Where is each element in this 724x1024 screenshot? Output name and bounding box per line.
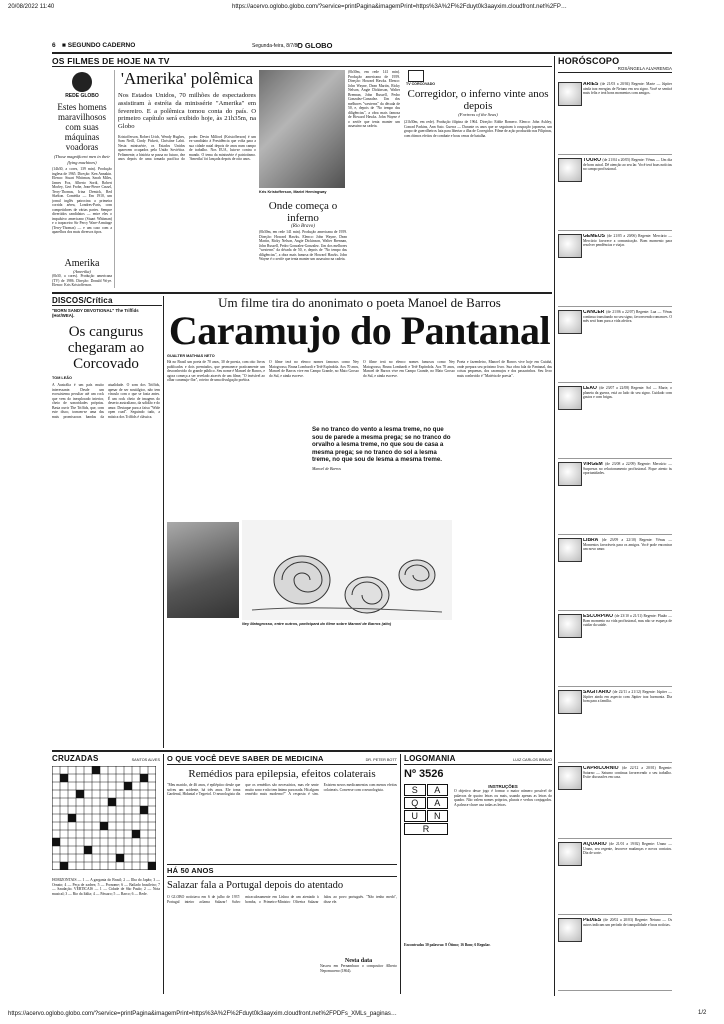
discos-headline: Os cangurus chegaram ao Corcovado: [67, 324, 145, 372]
manoel-body-2: O filme terá no elenco nomes famosos como Ney Matogrosso, Bruna Lombardi e Tetê Espíndola. Aos 70 anos, Manoel de Barros vive em Campo Grande, no Mato Grosso do Sul, e ainda escreve.: [269, 360, 359, 378]
horoscope-section: [558, 56, 672, 73]
corregidor-article: [404, 70, 552, 260]
medicina-body: "Meu marido, de 46 anos, é epiléptico desde que sofreu um acidente, há três anos. Ele toma Gardenal, Hidantal e Tegretol. O neurologista diz que os remédios são necessários, mas ele sente muito sono e não tem ânimo para nada. Há algum remédio mais moderno?" A resposta é sim. Existem novos medicamentos com menos efeitos colaterais. Converse com o neurologista.: [167, 783, 397, 796]
medicina-header: O QUE VOCÊ DEVE SABER DE MEDICINA: [167, 754, 324, 763]
poem-box: [312, 426, 452, 471]
horoscope-header: HORÓSCOPO: [558, 56, 620, 66]
zodiac-sign-icon: [558, 614, 582, 638]
discos-header: DISCOS/Crítica: [52, 296, 113, 305]
horoscope-sign-text: Regente: Saturno — Saturno continua favorecendo o seu trabalho. Evite discussões em casa.: [583, 766, 672, 779]
manoel-photo: [167, 522, 239, 618]
logomania-answer: Encontradas 30 palavras: 8 Ótimo; 16 Bom; 6 Regular.: [404, 943, 491, 947]
album-title: "BORN SANDY DEVOTIONAL" The Triffids (Hot/WEA).: [52, 308, 139, 318]
horoscope-sign-dates: (de 21/04 a 20/05): [602, 158, 632, 162]
horoscope-divider: [558, 154, 672, 155]
medicina-author: DR. PETER BOTT: [365, 758, 397, 762]
zodiac-sign-icon: [558, 82, 582, 106]
zodiac-sign-icon: [558, 234, 582, 258]
zodiac-sign-icon: [558, 310, 582, 334]
horoscope-divider: [558, 686, 672, 687]
horoscope-sign-text: Regente: Urano — Urano, seu regente, favorece mudanças e novos contatos. Dia de sorte.: [583, 842, 672, 855]
logomania-letter: A: [427, 784, 449, 796]
horoscope-sign-text: Regente: Marte — Júpiter ainda traz energias de Netuno em seu signo. Você se sentirá mais feliz e terá bons momentos com amigos.: [583, 82, 672, 95]
logomania-section: [404, 754, 552, 948]
horoscope-sign-name: GÊMEOS: [583, 234, 608, 239]
horoscope-sign: [558, 158, 672, 231]
horoscope-sign-name: LIBRA: [583, 538, 602, 543]
logomania-instructions: O objetivo desse jogo é formar o maior número possível de palavras de quatro letras ou mais, usando apenas as letras do quadro. Não valem nomes próprios, plurais e verbos conjugados. A palavra-chave usa todas as letras.: [454, 789, 552, 807]
horoscope-sign: [558, 690, 672, 763]
filmes-header: OS FILMES DE HOJE NA TV: [52, 56, 170, 66]
tv-corcovado-logo-icon: [408, 70, 424, 82]
crossword-section: [52, 754, 160, 998]
inferno-headline: Onde começa o inferno: [268, 200, 338, 224]
horoscope-sign: [558, 462, 672, 535]
hafifty-headline: Salazar fala a Portugal depois do atentado: [167, 880, 344, 891]
manoel-kicker: Um filme tira do anonimato o poeta Manoel de Barros: [218, 295, 501, 310]
poem-credit: Manoel de Barros: [312, 465, 341, 471]
inferno-subtitle: (Rio Bravo): [291, 224, 315, 229]
manoel-headline: Caramujo do Pantanal: [168, 308, 551, 353]
horoscope-sign-text: Regente: Netuno — Os astros indicam um período de tranquilidade e boas notícias.: [583, 918, 672, 927]
amerika-article: [118, 70, 256, 205]
horoscope-sign: [558, 842, 672, 915]
corregidor-headline: Corregidor, o inferno vinte anos depois: [407, 88, 549, 112]
inferno-article: [259, 200, 347, 229]
amerika-lead: Nos Estados Unidos, 70 milhões de espectadores assistiram à estréia da minissérie "Amerika" em fevereiro. E a polêmica tomou conta do país. O primeiro capítulo será exibido hoje, às 21h35m, na Globo: [118, 92, 256, 131]
zodiac-sign-icon: [558, 158, 582, 182]
horoscope-divider: [558, 914, 672, 915]
issue-date: Segunda-feira, 8/7/87: [252, 43, 301, 49]
nesta-data-box: [320, 958, 397, 973]
horoscope-sign-name: AQUÁRIO: [583, 842, 610, 847]
hafifty-header: HÁ 50 ANOS: [167, 866, 214, 875]
horoscope-divider: [558, 230, 672, 231]
horoscope-sign-dates: (de 21/05 a 20/06): [607, 234, 639, 238]
horoscope-sign-dates: (de 23/07 a 22/08): [599, 386, 632, 390]
zodiac-sign-icon: [558, 386, 582, 410]
horoscope-sign: [558, 538, 672, 611]
horoscope-sign-name: SAGITÁRIO: [583, 690, 613, 695]
film-original-title-1: (Those magnificent men in their flying machines): [53, 154, 111, 165]
horoscope-sign-dates: (de 23/08 a 22/09): [605, 462, 638, 466]
horoscope-divider: [558, 610, 672, 611]
amerika-photo-caption: Kris Kristofferson, Mariel Hemingway: [259, 190, 327, 194]
horoscope-sign: [558, 918, 672, 991]
horoscope-sign-text: Regente: Mercúrio — Mercúrio favorece a comunicação. Bom momento para resolver pendências e viajar.: [583, 234, 672, 247]
nesta-data-title: Nesta data: [344, 958, 373, 964]
medicina-headline: Remédios para epilepsia, efeitos colaterais: [188, 768, 376, 780]
horoscope-sign: [558, 234, 672, 307]
crossword-header: CRUZADAS: [52, 754, 99, 763]
horoscope-divider: [558, 458, 672, 459]
newspaper-page: [52, 40, 672, 995]
horoscope-sign-text: Regente: Vênus — Momentos favoráveis para os amigos. Você pode encontrar um novo amor.: [583, 538, 672, 551]
logomania-author: LUIZ CARLOS BRAVO: [513, 758, 552, 762]
horoscope-sign-dates: (de 21/03 a 20/04): [600, 82, 632, 86]
logomania-letter: N: [427, 810, 449, 822]
print-page-count: 1/2: [698, 1010, 707, 1016]
discos-body: A Austrália é um país muito interessante. Desde um ecossistema peculiar até um rock que vem do inexplorado interior, cheio de sonoridades próprias. Basta ouvir The Triffids, que, com este disco, tornam-se uma das mais promissoras bandas da atualidade. O som dos Triffids, apesar de ser nostálgico, não tem vínculo com o que se fazia antes. É um rock cheio de imagens do deserto australiano, da solidão e do amor. Destaque para a faixa "Wide open road". Seguindo tudo, a música dos Triffids é clássica.: [52, 383, 160, 419]
amerika-body: Kristofferson, Robert Urich, Wendy Hughes, Sam Neill, Cindy Pickett, Christine Lahti. Nesta minissérie, os Estados Unidos aparecem ocupados pela União Soviética. Felizmente, a história se passa no futuro, dez anos depois de uma tomada pacífica do poder. Devin Milford (Kristofferson) é um ex-candidato à Presidência que volta para a sua cidade natal depois de anos num campo de trabalho. Nos EUA, luta-se contra o mundo. O tema da minissérie é patriotismo. 'Amerika' foi lançada depois de oito anos.: [118, 134, 256, 162]
logomania-letter: Q: [404, 797, 426, 809]
crossword-author: SANTOS ALVES: [131, 758, 160, 762]
logomania-letter: R: [404, 823, 448, 835]
horoscope-sign-name: VIRGEM: [583, 462, 606, 467]
horoscope-sign: [558, 386, 672, 459]
discos-author: TOM LEÃO: [52, 376, 72, 380]
logomania-letter: A: [427, 797, 449, 809]
horoscope-sign-text: Regente: Plutão — Bom momento na vida profissional, mas não se esqueça de cuidar da saúde.: [583, 614, 672, 627]
film-body-1: (14h30, a cores, 139 min). Produção inglesa de 1965. Direção: Ken Annakin. Elenco: Stuart Whitman, Sarah Miles, James Fox, Alberto Sordi, Robert Morley, Gert Frobe, Jean-Pierre Cassel, Terry-Thomas, Irina Demick, Red Skelton. Comédia — Em 1910, um jornal inglês patrocina a primeira corrida aérea, Londres-Paris, com competidores de várias partes. Sempre divertidos candidatos — entre eles o impulsivo americano (Stuart Whitman) e o trapaceiro Sir Percy Ware-Armitage (Terry-Thomas) — e um caso com a aparelhos dos mais diversos tipos.: [52, 167, 112, 234]
horoscope-sign-name: TOURO: [583, 158, 603, 163]
horoscope-author: ROSÂNGELA ALVARENGA: [617, 66, 672, 71]
horoscope-sign-name: PEIXES: [583, 918, 604, 923]
horoscope-sign-text: Regente: Lua — Vênus continua transitando no seu signo, favorecendo romances. O mês será bom para a vida afetiva.: [583, 310, 672, 323]
horoscope-sign-name: CAPRICÓRNIO: [583, 766, 623, 771]
globo-logo-icon: [72, 72, 92, 92]
filmes-amerika-listing: [52, 258, 112, 286]
horoscope-sign: [558, 614, 672, 687]
corregidor-subtitle: (Fortress of the Seas): [458, 112, 498, 117]
horoscope-sign-text: Regente: Júpiter — Júpiter ainda em aspecto com Júpiter traz harmonia. Dia bom para a família.: [583, 690, 672, 703]
logomania-header: LOGOMANIA: [404, 754, 456, 763]
film-title-2: Amerika: [64, 258, 100, 269]
poem-text: Se no tranco do vento a lesma treme, no que sou de parede a mesma prega; se no tranco do orvalho a lesma treme, no que sou de casa a mesma prega; se no tranco do sol a lesma treme, no que sou de lesma a mesma treme.: [312, 426, 451, 464]
horoscope-sign-text: Regente: Vênus — Um dia de bom astral. Dê atenção ao seu lar. Você terá boas notícias no campo profissional.: [583, 158, 672, 171]
amerika-photo: [259, 70, 345, 188]
logomania-number: Nº 3526: [404, 768, 444, 780]
snail-illustration: [242, 520, 452, 620]
print-url-bottom[interactable]: https://acervo.oglobo.globo.com/?service=printPagina&imagemPrint=https%3A%2F%2Fduyt0k3aayxim.cloudfront.net%2FPDFs_XMLs_paginas…: [8, 1011, 397, 1017]
horoscope-divider: [558, 306, 672, 307]
horoscope-divider: [558, 762, 672, 763]
zodiac-sign-icon: [558, 766, 582, 790]
corregidor-body: (21h30m, em rede). Produção filipina de 1964. Direção: Eddie Romero. Elenco: John Ashley, Conrad Parkins, Ann Sato. Guerra — Durante os anos que se seguiram à ocupação japonesa, um grupo de guerrilheiros luta para libertar a ilha de Corregidor. Filme de ação produzido nas Filipinas, com ótimos efeitos de combate e boas cenas de batalha.: [404, 120, 552, 138]
horoscope-sign-text: Regente: Sol — Marte, o planeta da guerra, está ao lado do seu signo. Cuidado com gastos e com brigas.: [583, 386, 672, 399]
snail-icon: [242, 520, 452, 620]
zodiac-sign-icon: [558, 462, 582, 486]
horoscope-divider: [558, 534, 672, 535]
horoscope-sign: [558, 82, 672, 155]
horoscope-divider: [558, 990, 672, 991]
zodiac-sign-icon: [558, 538, 582, 562]
amerika-headline: 'Amerika' polêmica: [120, 69, 254, 88]
manoel-body-3: Poeta e fazendeiro, Manoel de Barros vive hoje em Cuiabá, onde prepara seu próximo livro. Sua obra fala do Pantanal, das coisas pequenas, dos caramujos e dos passarinhos. Seu livro mais conhecido é "Matéria de poesia".: [457, 360, 552, 378]
logomania-instructions-title: INSTRUÇÕES: [488, 784, 518, 789]
horoscope-sign-name: CÂNCER: [583, 310, 607, 315]
zodiac-sign-icon: [558, 842, 582, 866]
logomania-letter: U: [404, 810, 426, 822]
horoscope-sign-name: ÁRIES: [583, 82, 601, 87]
paper-name: O GLOBO: [297, 41, 333, 50]
hafifty-body: O GLOBO noticiava em 6 de julho de 1937: Portugal inteiro aclama Salazar! Salvo miraculosamente em Lisboa de um atentado à bomba, o Primeiro-Ministro Oliveira Salazar falou ao povo português. "Não tenho medo", disse ele.: [167, 895, 397, 904]
horoscope-sign-dates: (de 23/10 a 21/11): [614, 614, 644, 618]
horoscope-sign: [558, 310, 672, 383]
horoscope-sign-dates: (de 23/09 a 22/10): [601, 538, 640, 542]
horoscope-divider: [558, 382, 672, 383]
masthead: [52, 40, 672, 52]
zodiac-sign-icon: [558, 918, 582, 942]
inferno-column-top: (0h30m, em rede 141 min). Produção americana de 1959. Direção: Howard Hawks. Elenco: John Wayne, Dean Martin, Ricky Nelson, Angie Dickinson, Walter Brennan, John Russell, Pedro Gonzalez-Gonzalez. Um dos melhores "westerns" da década de 50, e, depois de "No tempo das diligências", a obra mais famosa de Howard Hawks. John Wayne é o xerife que tenta manter um assassino na cadeia.: [348, 70, 400, 128]
zodiac-sign-icon: [558, 690, 582, 714]
manoel-article: [167, 296, 552, 358]
horoscope-sign-dates: (de 21/06 a 22/07): [606, 310, 637, 314]
horoscope-sign-name: LEÃO: [583, 386, 600, 391]
logomania-letter: S: [404, 784, 426, 796]
print-url-top[interactable]: https://acervo.oglobo.globo.com/?service=printPagina&imagemPrint=https%3A%2F%2Fduyt0k3aayxim.cloudfront.net%2FP…: [232, 4, 567, 10]
corcovado-logo-text: TV CORCOVADO: [406, 82, 436, 86]
print-datetime: 20/08/2022 11:40: [8, 4, 55, 10]
page-number: 6: [52, 42, 56, 49]
horoscope-sign-dates: (de 20/02 a 20/03): [603, 918, 635, 922]
horoscope-sign-dates: (de 22/11 a 21/12): [612, 690, 643, 694]
crossword-clues: HORIZONTAIS — 1 — A garganta do Brasil; 2 — Ilha do Japão; 3 — Ornato; 4 — Peça de xadrez; 5 — Pronome; 6 — Bailado brasileiro; 7 — Saudação. VERTICAIS — 1 — Cidade de São Paulo; 2 — Nota musical; 3 — Rio da Itália; 4 — Pássaro; 5 — Barco; 6 — Rede.: [52, 878, 160, 896]
discos-article: [52, 308, 160, 803]
channel-logo-text: REDE GLOBO: [65, 93, 99, 99]
hafifty-section: [167, 866, 397, 993]
section-name: ■ SEGUNDO CADERNO: [62, 42, 136, 49]
manoel-body-2b: O filme terá no elenco nomes famosos como Ney Matogrosso, Bruna Lombardi e Tetê Espíndola. Aos 70 anos, Manoel de Barros vive em Campo Grande, no Mato Grosso do Sul, e ainda escreve.: [363, 360, 455, 378]
logomania-letter-box: [404, 784, 448, 939]
manoel-photo-caption: Ney Matogrosso, entre outros, participará do filme sobre Manoel de Barros (alto): [242, 621, 392, 626]
horoscope-sign-dates: (de 22/12 a 20/01): [622, 766, 659, 770]
film-title-1: Estes homens maravilhosos com suas máquinas voadoras: [57, 102, 107, 152]
horoscope-sign: [558, 766, 672, 839]
horoscope-divider: [558, 838, 672, 839]
horoscope-sign-name: ESCORPIÃO: [583, 614, 615, 619]
crossword-grid[interactable]: [52, 766, 156, 870]
medicina-section: [167, 754, 397, 867]
inferno-body: (0h30m, em rede 141 min). Produção americana de 1959. Direção: Howard Hawks. Elenco: John Wayne, Dean Martin, Ricky Nelson, Angie Dickinson, Walter Brennan, John Russell, Pedro Gonzalez-Gonzalez. Um dos melhores "westerns" da década de 50, e, depois de "No tempo das diligências", a obra mais famosa de Howard Hawks. John Wayne é o xerife que tenta manter um assassino na cadeia.: [259, 230, 347, 261]
manoel-author: GUALTER MATHIAS NETO: [167, 354, 215, 358]
horoscope-sign-dates: (de 21/01 a 19/02): [609, 842, 642, 846]
film-original-title-2: (Amerika): [73, 269, 91, 274]
manoel-body-1: Há no Brasil um poeta de 70 anos, 30 de poesia, com oito livros publicados e dois premiados, que permanece praticamente um desconhecido do grande público. Seu nome é Manoel de Barros, e agora começa a ser revelado através de um filme, "O invisível ao olhar caramujo-flor", roteiro de uma divulgação poética.: [167, 360, 265, 382]
film-body-2: (0h30, a cores). Produção americana (TV) de 1986. Direção: Donald Wrye. Elenco: Kris Kristofferson.: [52, 274, 112, 286]
horoscope-sign-text: Regente: Mercúrio — Surpresas no relacionamento profissional. Fique atento às oportunidades.: [583, 462, 672, 475]
nesta-data-body: Nasceu em Pernambuco o compositor Alberto Nepomuceno (1864).: [320, 964, 397, 973]
